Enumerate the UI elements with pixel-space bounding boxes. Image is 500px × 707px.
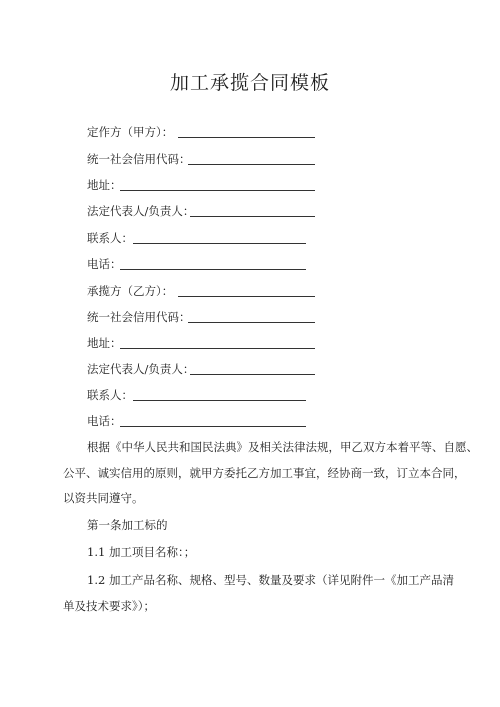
- party-a-rep-blank[interactable]: [190, 216, 315, 217]
- party-b-credit-code-label: 统一社会信用代码：: [87, 310, 191, 324]
- party-b-credit-code-field: [87, 310, 191, 324]
- party-a-address-blank[interactable]: [120, 190, 315, 191]
- party-b-name-label: 承揽方（乙方）：: [87, 284, 174, 298]
- party-a-rep-label: 法定代表人/负责人：: [87, 204, 195, 218]
- party-b-address-blank[interactable]: [120, 348, 315, 349]
- party-a-contact-blank[interactable]: [133, 243, 306, 244]
- party-a-address-field: [87, 178, 122, 192]
- party-b-credit-code-blank[interactable]: [188, 322, 315, 323]
- party-a-credit-code-label: 统一社会信用代码：: [87, 152, 191, 166]
- party-b-name-field: [87, 284, 173, 298]
- party-a-phone-label: 电话：: [87, 257, 122, 271]
- intro-line-3: 以资共同遵守。: [63, 491, 144, 505]
- party-a-contact-field: [87, 231, 133, 245]
- party-b-contact-label: 联系人：: [87, 388, 133, 402]
- party-b-address-label: 地址：: [87, 336, 122, 350]
- party-b-phone-blank[interactable]: [120, 426, 306, 427]
- party-a-contact-label: 联系人：: [87, 231, 133, 245]
- party-b-address-field: [87, 336, 122, 350]
- party-b-name-blank[interactable]: [178, 296, 315, 297]
- party-b-contact-blank[interactable]: [133, 400, 306, 401]
- party-a-name-label: 定作方（甲方）：: [87, 125, 174, 139]
- party-b-rep-label: 法定代表人/负责人：: [87, 362, 195, 376]
- intro-line-2: 公平、诚实信用的原则，就甲方委托乙方加工事宜，经协商一致，订立本合同，: [63, 466, 466, 480]
- document-title: 加工承揽合同模板: [169, 72, 330, 94]
- party-a-credit-code-field: [87, 152, 191, 166]
- party-a-name-blank[interactable]: [178, 137, 315, 138]
- party-a-rep-field: [87, 204, 194, 218]
- article-1-heading: 第一条加工标的: [87, 518, 168, 532]
- party-a-address-label: 地址：: [87, 178, 122, 192]
- article-1-item-2-line-2: 单及技术要求》）；: [63, 599, 155, 613]
- intro-line-1: 根据《中华人民共和国民法典》及相关法律法规，甲乙双方本着平等、自愿、: [87, 440, 478, 454]
- article-1-item-2-line-1: 1.2 加工产品名称、规格、型号、数量及要求（详见附件一《加工产品清: [87, 573, 454, 587]
- party-b-phone-field: [87, 414, 122, 428]
- party-a-phone-blank[interactable]: [120, 269, 306, 270]
- party-b-contact-field: [87, 388, 133, 402]
- article-1-item-1: 1.1 加工项目名称：；: [87, 545, 196, 559]
- party-b-rep-blank[interactable]: [190, 374, 315, 375]
- party-a-phone-field: [87, 257, 122, 271]
- party-b-rep-field: [87, 362, 194, 376]
- party-a-name-field: [87, 125, 173, 139]
- party-b-phone-label: 电话：: [87, 414, 122, 428]
- party-a-credit-code-blank[interactable]: [188, 164, 315, 165]
